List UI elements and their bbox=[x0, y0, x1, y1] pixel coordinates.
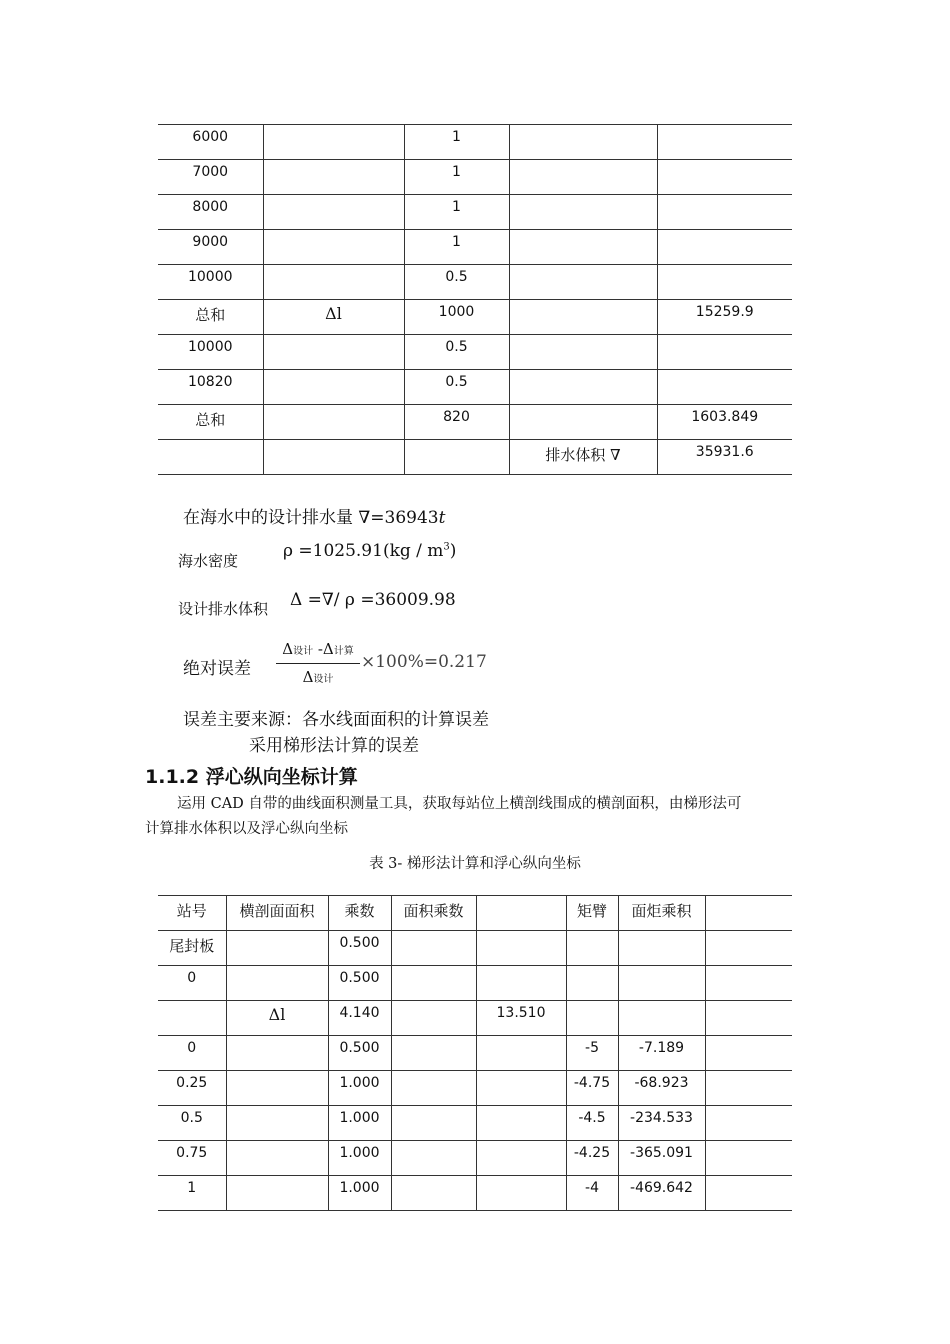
table-cell bbox=[657, 265, 792, 300]
table-cell bbox=[391, 1176, 476, 1211]
cell-text bbox=[567, 931, 618, 935]
table-cell bbox=[158, 125, 263, 160]
cell-text bbox=[658, 265, 793, 269]
table-cell bbox=[404, 125, 509, 160]
cell-text bbox=[658, 125, 793, 129]
cell-text: 总和 bbox=[195, 306, 226, 324]
table-cell bbox=[391, 966, 476, 1001]
table-cell bbox=[657, 370, 792, 405]
cell-text bbox=[706, 1141, 793, 1145]
table-cell bbox=[158, 405, 263, 440]
cell-text: -234.533 bbox=[630, 1110, 693, 1126]
table-cell bbox=[566, 1176, 618, 1211]
cell-text bbox=[706, 1071, 793, 1075]
density-label: 海水密度 bbox=[178, 552, 239, 570]
table-cell bbox=[618, 1141, 705, 1176]
cell-text: 1 bbox=[452, 129, 461, 145]
abs-error-numerator: Δ设计 -Δ计算 bbox=[282, 640, 354, 658]
cell-text bbox=[227, 1071, 328, 1075]
table-cell bbox=[404, 335, 509, 370]
cell-text: 13.510 bbox=[496, 1005, 546, 1021]
table-cell bbox=[328, 1036, 391, 1071]
cell-text bbox=[510, 370, 657, 374]
table-cell bbox=[657, 440, 792, 475]
density-formula-text: ρ =1025.91(kg / m bbox=[283, 541, 444, 561]
cell-text bbox=[392, 931, 476, 935]
cell-text: 10820 bbox=[187, 374, 233, 390]
table-caption: 表 3- 梯形法计算和浮心纵向坐标 bbox=[369, 856, 581, 872]
cell-text bbox=[706, 1001, 793, 1005]
table-cell bbox=[158, 1106, 226, 1141]
cell-text bbox=[392, 1106, 476, 1110]
table-cell bbox=[705, 1001, 792, 1036]
table-cell bbox=[226, 1176, 328, 1211]
cell-text bbox=[477, 1071, 566, 1075]
cell-text: 1603.849 bbox=[691, 409, 759, 425]
table-cell bbox=[391, 1071, 476, 1106]
table-row bbox=[158, 195, 792, 230]
cell-text: 9000 bbox=[192, 234, 229, 250]
error-source-line2: 采用梯形法计算的误差 bbox=[249, 736, 419, 756]
abs-error-fraction bbox=[276, 640, 360, 692]
table-cell bbox=[476, 896, 566, 931]
cell-text bbox=[264, 265, 404, 269]
cell-text bbox=[658, 195, 793, 199]
table-cell bbox=[263, 300, 404, 335]
table-row bbox=[158, 1106, 792, 1141]
cell-text bbox=[392, 1141, 476, 1145]
table-cell bbox=[391, 931, 476, 966]
table-cell bbox=[263, 335, 404, 370]
table-cell bbox=[705, 966, 792, 1001]
cell-text bbox=[567, 966, 618, 970]
cell-text: 尾封板 bbox=[169, 937, 215, 955]
cell-text bbox=[619, 1001, 705, 1005]
table-cell bbox=[657, 335, 792, 370]
cell-text: 1.000 bbox=[339, 1110, 380, 1126]
table-cell bbox=[657, 300, 792, 335]
table-cell bbox=[618, 1036, 705, 1071]
cell-text bbox=[264, 370, 404, 374]
table-cell bbox=[263, 370, 404, 405]
cell-text bbox=[477, 896, 566, 900]
cell-text: -4.25 bbox=[573, 1145, 611, 1161]
table-cell bbox=[158, 300, 263, 335]
table-cell bbox=[566, 966, 618, 1001]
cell-text: 7000 bbox=[192, 164, 229, 180]
cell-text bbox=[510, 335, 657, 339]
table-cell bbox=[328, 931, 391, 966]
table-cell bbox=[618, 896, 705, 931]
table-row bbox=[158, 440, 792, 475]
displacement-table bbox=[158, 124, 792, 475]
table-cell bbox=[657, 125, 792, 160]
table-cell bbox=[509, 160, 657, 195]
table-header-row bbox=[158, 896, 792, 931]
table-cell bbox=[263, 125, 404, 160]
abs-error-result: ×100%=0.217 bbox=[361, 652, 487, 672]
cell-text: 0.500 bbox=[339, 935, 380, 951]
cell-text: 1 bbox=[452, 234, 461, 250]
cell-text bbox=[510, 405, 657, 409]
cell-text: 0 bbox=[187, 970, 197, 986]
table-cell bbox=[328, 966, 391, 1001]
table-row bbox=[158, 370, 792, 405]
cell-text: 矩臂 bbox=[576, 902, 607, 920]
cell-text: 8000 bbox=[192, 199, 229, 215]
table-cell bbox=[657, 230, 792, 265]
volume-label: 设计排水体积 bbox=[178, 600, 269, 618]
table-row bbox=[158, 300, 792, 335]
table-cell bbox=[158, 1036, 226, 1071]
table-cell bbox=[476, 1106, 566, 1141]
cell-text bbox=[510, 300, 657, 304]
table-row bbox=[158, 160, 792, 195]
cell-text: 排水体积 ∇ bbox=[545, 446, 621, 464]
table-cell bbox=[226, 931, 328, 966]
cell-text bbox=[510, 230, 657, 234]
cell-text bbox=[264, 160, 404, 164]
table-cell bbox=[158, 335, 263, 370]
table-row bbox=[158, 405, 792, 440]
design-displacement-formula: ∇=36943 bbox=[358, 508, 439, 528]
table-cell bbox=[705, 931, 792, 966]
cell-text: 乘数 bbox=[344, 902, 375, 920]
table-cell bbox=[705, 1071, 792, 1106]
table-cell bbox=[476, 1036, 566, 1071]
volume-formula: Δ =∇/ ρ =36009.98 bbox=[290, 590, 456, 610]
cell-text: 面积乘数 bbox=[403, 902, 464, 920]
table-cell bbox=[226, 1036, 328, 1071]
table-cell bbox=[226, 966, 328, 1001]
table-cell bbox=[566, 1036, 618, 1071]
table-cell bbox=[328, 1106, 391, 1141]
cell-text bbox=[619, 966, 705, 970]
table-cell bbox=[158, 440, 263, 475]
table-cell bbox=[226, 1106, 328, 1141]
table-row bbox=[158, 265, 792, 300]
table-cell bbox=[566, 1106, 618, 1141]
cell-text: 站号 bbox=[176, 902, 207, 920]
cell-text: 820 bbox=[443, 409, 470, 425]
cell-text bbox=[658, 335, 793, 339]
table-cell bbox=[618, 1001, 705, 1036]
cell-text: -4.5 bbox=[578, 1110, 606, 1126]
cell-text bbox=[477, 966, 566, 970]
cell-text bbox=[477, 1141, 566, 1145]
cell-text bbox=[392, 1071, 476, 1075]
error-source-line1: 误差主要来源：各水线面面积的计算误差 bbox=[183, 710, 489, 730]
cell-text: 0.500 bbox=[339, 970, 380, 986]
density-close: ) bbox=[449, 541, 457, 561]
table-cell bbox=[391, 1001, 476, 1036]
table-cell bbox=[391, 1106, 476, 1141]
cell-text bbox=[264, 125, 404, 129]
cell-text: 1 bbox=[452, 164, 461, 180]
table-cell bbox=[263, 160, 404, 195]
table-cell bbox=[476, 966, 566, 1001]
table-cell bbox=[263, 440, 404, 475]
cell-text bbox=[477, 1176, 566, 1180]
table-row bbox=[158, 1176, 792, 1211]
table-cell bbox=[404, 370, 509, 405]
cell-text: 面炬乘积 bbox=[631, 902, 692, 920]
table-cell bbox=[404, 195, 509, 230]
cell-text bbox=[158, 1001, 226, 1005]
cell-text: Δl bbox=[268, 1005, 286, 1024]
cell-text bbox=[510, 265, 657, 269]
cell-text bbox=[510, 160, 657, 164]
table-cell bbox=[476, 1176, 566, 1211]
cell-text bbox=[392, 1036, 476, 1040]
table-cell bbox=[158, 931, 226, 966]
table-cell bbox=[328, 1071, 391, 1106]
buoyancy-table bbox=[158, 895, 792, 1211]
cell-text: 1.000 bbox=[339, 1075, 380, 1091]
table-cell bbox=[391, 1036, 476, 1071]
table-cell bbox=[705, 1106, 792, 1141]
cell-text bbox=[477, 931, 566, 935]
table-row bbox=[158, 1071, 792, 1106]
table-cell bbox=[509, 125, 657, 160]
table-cell bbox=[566, 1001, 618, 1036]
cell-text: 1 bbox=[187, 1180, 197, 1196]
cell-text bbox=[658, 160, 793, 164]
design-displacement-line bbox=[183, 503, 445, 528]
table-cell bbox=[226, 1141, 328, 1176]
cell-text: -5 bbox=[585, 1040, 599, 1056]
cell-text: 0.5 bbox=[180, 1110, 203, 1126]
table-cell bbox=[476, 1141, 566, 1176]
cell-text: 0.25 bbox=[176, 1075, 208, 1091]
table-cell bbox=[391, 1141, 476, 1176]
table-cell bbox=[476, 1001, 566, 1036]
table-cell bbox=[476, 1071, 566, 1106]
cell-text: 1 bbox=[452, 199, 461, 215]
cell-text: 1.000 bbox=[339, 1180, 380, 1196]
cell-text: -7.189 bbox=[638, 1040, 685, 1056]
table-row bbox=[158, 1001, 792, 1036]
table-cell bbox=[618, 1176, 705, 1211]
cell-text: 15259.9 bbox=[695, 304, 754, 320]
table-cell bbox=[158, 1001, 226, 1036]
cell-text bbox=[392, 1001, 476, 1005]
cell-text bbox=[158, 440, 263, 444]
table-cell bbox=[226, 1071, 328, 1106]
cell-text: 4.140 bbox=[339, 1005, 380, 1021]
cell-text: -365.091 bbox=[630, 1145, 693, 1161]
cell-text bbox=[567, 1001, 618, 1005]
cell-text: -68.923 bbox=[634, 1075, 689, 1091]
table-cell bbox=[566, 1071, 618, 1106]
cell-text: 10000 bbox=[187, 339, 233, 355]
cell-text bbox=[264, 405, 404, 409]
table-cell bbox=[509, 300, 657, 335]
cell-text bbox=[392, 1176, 476, 1180]
cell-text bbox=[510, 195, 657, 199]
cell-text bbox=[619, 931, 705, 935]
table-cell bbox=[158, 230, 263, 265]
cell-text: -4 bbox=[585, 1180, 599, 1196]
table-cell bbox=[226, 896, 328, 931]
cell-text: 1.000 bbox=[339, 1145, 380, 1161]
section-heading: 1.1.2 浮心纵向坐标计算 bbox=[145, 766, 358, 788]
cell-text bbox=[392, 966, 476, 970]
cell-text bbox=[477, 1106, 566, 1110]
cell-text bbox=[706, 966, 793, 970]
cell-text bbox=[264, 230, 404, 234]
table-cell bbox=[404, 405, 509, 440]
cell-text bbox=[227, 931, 328, 935]
cell-text: 0.500 bbox=[339, 1040, 380, 1056]
design-displacement-unit: t bbox=[438, 508, 446, 528]
table-cell bbox=[263, 195, 404, 230]
table-row bbox=[158, 966, 792, 1001]
table-cell bbox=[404, 265, 509, 300]
table-cell bbox=[509, 195, 657, 230]
cell-text: -469.642 bbox=[630, 1180, 693, 1196]
table-row bbox=[158, 931, 792, 966]
cell-text: Δl bbox=[325, 304, 342, 323]
table-cell bbox=[158, 966, 226, 1001]
cell-text: 0.75 bbox=[176, 1145, 208, 1161]
cell-text: 0.5 bbox=[445, 269, 468, 285]
cell-text: 总和 bbox=[195, 411, 226, 429]
table-cell bbox=[404, 230, 509, 265]
cell-text: 10000 bbox=[187, 269, 233, 285]
table-row bbox=[158, 335, 792, 370]
cell-text bbox=[706, 931, 793, 935]
table-cell bbox=[509, 370, 657, 405]
cell-text bbox=[658, 370, 793, 374]
table-cell bbox=[509, 440, 657, 475]
cell-text: 0.5 bbox=[445, 339, 468, 355]
table-cell bbox=[705, 1141, 792, 1176]
table-cell bbox=[158, 896, 226, 931]
cell-text bbox=[706, 896, 793, 900]
table-cell bbox=[404, 300, 509, 335]
table-cell bbox=[328, 896, 391, 931]
table-cell bbox=[476, 931, 566, 966]
table-cell bbox=[158, 195, 263, 230]
table-cell bbox=[328, 1001, 391, 1036]
table-cell bbox=[618, 931, 705, 966]
table-cell bbox=[158, 370, 263, 405]
table-cell bbox=[657, 160, 792, 195]
table-cell bbox=[618, 1071, 705, 1106]
table-cell bbox=[705, 1036, 792, 1071]
table-cell bbox=[263, 405, 404, 440]
table-cell bbox=[391, 896, 476, 931]
table-cell bbox=[566, 931, 618, 966]
abs-error-label: 绝对误差 bbox=[183, 659, 251, 679]
table-cell bbox=[158, 160, 263, 195]
cell-text bbox=[706, 1176, 793, 1180]
cell-text bbox=[510, 125, 657, 129]
cell-text bbox=[477, 1036, 566, 1040]
table-row bbox=[158, 1141, 792, 1176]
density-formula bbox=[283, 541, 456, 561]
table-cell bbox=[566, 1141, 618, 1176]
cell-text bbox=[227, 1176, 328, 1180]
table-row bbox=[158, 230, 792, 265]
cell-text: 0 bbox=[187, 1040, 197, 1056]
table-cell bbox=[618, 966, 705, 1001]
cell-text bbox=[706, 1106, 793, 1110]
cell-text: 6000 bbox=[192, 129, 229, 145]
cell-text bbox=[264, 195, 404, 199]
paragraph-line2: 计算排水体积以及浮心纵向坐标 bbox=[145, 821, 348, 837]
cell-text bbox=[227, 1141, 328, 1145]
table-cell bbox=[263, 265, 404, 300]
table-row bbox=[158, 1036, 792, 1071]
fraction-bar bbox=[276, 663, 360, 664]
table-cell bbox=[328, 1141, 391, 1176]
table-cell bbox=[509, 405, 657, 440]
table-cell bbox=[657, 195, 792, 230]
cell-text bbox=[706, 1036, 793, 1040]
abs-error-denominator: Δ设计 bbox=[302, 668, 334, 686]
table-cell bbox=[509, 335, 657, 370]
table-cell bbox=[158, 265, 263, 300]
table-cell bbox=[158, 1141, 226, 1176]
table-cell bbox=[705, 1176, 792, 1211]
table-cell bbox=[263, 230, 404, 265]
table-cell bbox=[705, 896, 792, 931]
cell-text: 横剖面面积 bbox=[239, 902, 315, 920]
table-cell bbox=[158, 1176, 226, 1211]
table-cell bbox=[404, 440, 509, 475]
cell-text: 1000 bbox=[438, 304, 475, 320]
table-row bbox=[158, 125, 792, 160]
cell-text bbox=[227, 1106, 328, 1110]
table-cell bbox=[226, 1001, 328, 1036]
table-cell bbox=[618, 1106, 705, 1141]
cell-text bbox=[658, 230, 793, 234]
table-cell bbox=[657, 405, 792, 440]
design-displacement-label: 在海水中的设计排水量 bbox=[183, 508, 353, 528]
paragraph-line1: 运用 CAD 自带的曲线面积测量工具，获取每站位上横剖线围成的横剖面积，由梯形法可 bbox=[177, 796, 742, 812]
cell-text: 0.5 bbox=[445, 374, 468, 390]
table-cell bbox=[509, 265, 657, 300]
table-cell bbox=[404, 160, 509, 195]
cell-text bbox=[227, 966, 328, 970]
table-cell bbox=[328, 1176, 391, 1211]
cell-text bbox=[405, 440, 509, 444]
table-cell bbox=[509, 230, 657, 265]
cell-text bbox=[264, 440, 404, 444]
table-cell bbox=[158, 1071, 226, 1106]
cell-text bbox=[264, 335, 404, 339]
cell-text: 35931.6 bbox=[695, 444, 754, 460]
cell-text: -4.75 bbox=[573, 1075, 611, 1091]
cell-text bbox=[227, 1036, 328, 1040]
density-exponent: 3 bbox=[443, 541, 450, 553]
table-cell bbox=[566, 896, 618, 931]
